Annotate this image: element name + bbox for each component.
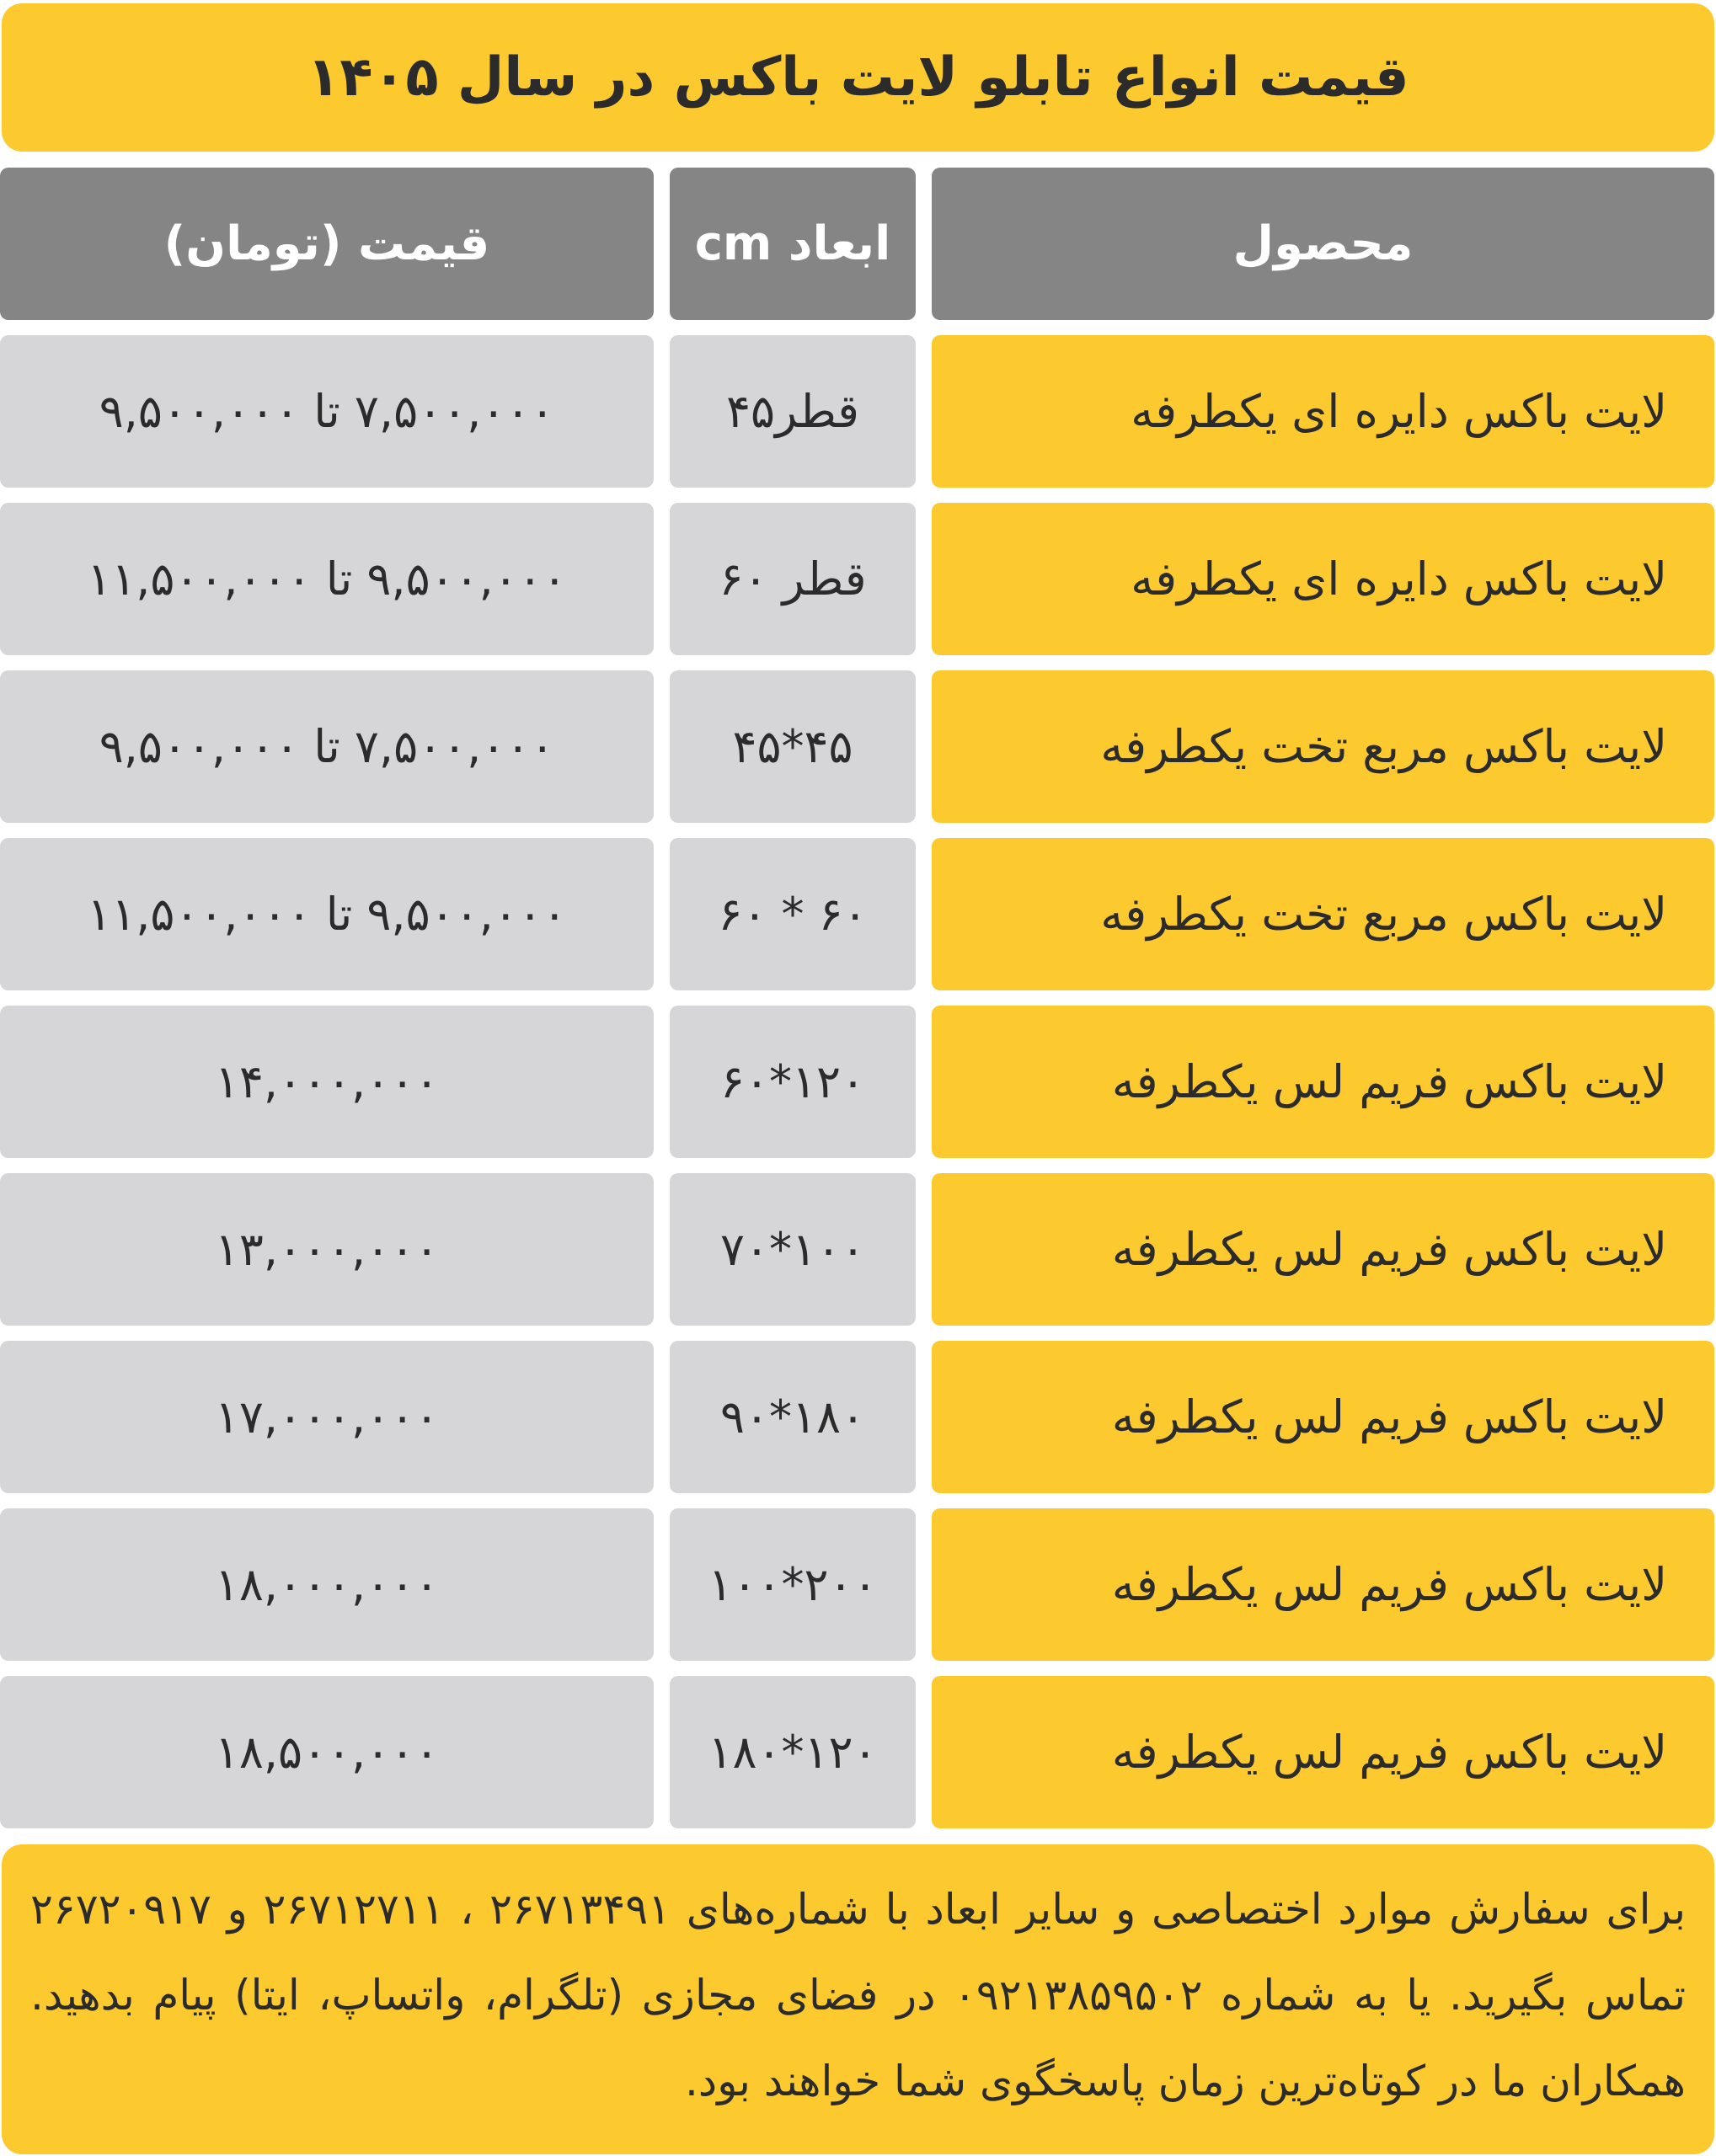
contact-note-text: برای سفارش موارد اختصاصی و سایر ابعاد با شماره‌های ۲۶۷۱۳۴۹۱ ، ۲۶۷۱۲۷۱۱ و ۲۶۷۲۰۹۱۷ تماس بگیرید. یا به شماره ۰۹۲۱۳۸۵۹۵۰۲ در فضای مجازی (تلگرام، واتساپ، ایتا) پیام بدهید. همکاران ما در کوتاه‌ترین زمان پاسخگوی شما خواهند بود. [30,1885,1686,2105]
dimension-cell: ۲۰۰*۱۰۰ [670,1508,916,1661]
price-cell: ۱۸,۵۰۰,۰۰۰ [0,1676,654,1828]
title-banner [2,3,1714,152]
price-cell: ۹,۵۰۰,۰۰۰ تا ۱۱,۵۰۰,۰۰۰ [0,503,654,655]
product-cell: لایت باکس فریم لس یکطرفه [932,1006,1714,1158]
page-title: قیمت انواع تابلو لایت باکس در سال ۱۴۰۵ [307,46,1409,109]
dimension-cell: ۶۰ * ۶۰ [670,838,916,990]
product-cell: لایت باکس فریم لس یکطرفه [932,1173,1714,1326]
price-cell: ۱۷,۰۰۰,۰۰۰ [0,1341,654,1493]
dimension-cell: قطر ۶۰ [670,503,916,655]
product-cell: لایت باکس دایره ای یکطرفه [932,503,1714,655]
product-cell: لایت باکس فریم لس یکطرفه [932,1508,1714,1661]
price-cell: ۹,۵۰۰,۰۰۰ تا ۱۱,۵۰۰,۰۰۰ [0,838,654,990]
price-cell: ۱۳,۰۰۰,۰۰۰ [0,1173,654,1326]
header-price: قیمت (تومان) [0,168,654,320]
dimension-cell: ۱۲۰*۶۰ [670,1006,916,1158]
dimension-cell: ۱۰۰*۷۰ [670,1173,916,1326]
product-cell: لایت باکس مربع تخت یکطرفه [932,838,1714,990]
dimension-cell: قطر۴۵ [670,335,916,488]
header-dimensions: ابعاد cm [670,168,916,320]
product-cell: لایت باکس فریم لس یکطرفه [932,1676,1714,1828]
price-cell: ۷,۵۰۰,۰۰۰ تا ۹,۵۰۰,۰۰۰ [0,335,654,488]
dimension-cell: ۱۲۰*۱۸۰ [670,1676,916,1828]
product-cell: لایت باکس مربع تخت یکطرفه [932,670,1714,823]
price-cell: ۱۸,۰۰۰,۰۰۰ [0,1508,654,1661]
contact-note [2,1844,1714,2154]
header-product: محصول [932,168,1714,320]
price-cell: ۱۴,۰۰۰,۰۰۰ [0,1006,654,1158]
price-cell: ۷,۵۰۰,۰۰۰ تا ۹,۵۰۰,۰۰۰ [0,670,654,823]
product-cell: لایت باکس فریم لس یکطرفه [932,1341,1714,1493]
dimension-cell: ۴۵*۴۵ [670,670,916,823]
product-cell: لایت باکس دایره ای یکطرفه [932,335,1714,488]
dimension-cell: ۱۸۰*۹۰ [670,1341,916,1493]
